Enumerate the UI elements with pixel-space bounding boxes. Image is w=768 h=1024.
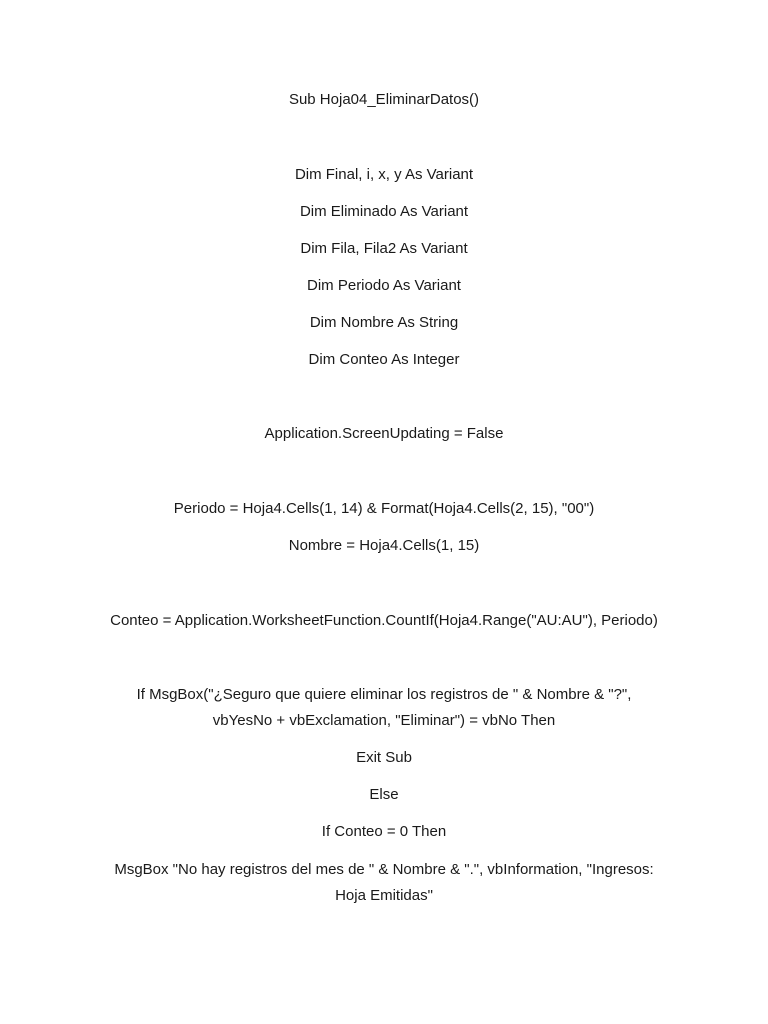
- code-line-periodo-assign: Periodo = Hoja4.Cells(1, 14) & Format(Hoja4.Cells(2, 15), "00"): [173, 500, 595, 517]
- code-line-sub-declaration: Sub Hoja04_EliminarDatos(): [288, 91, 480, 108]
- code-line-else: Else: [369, 786, 399, 803]
- code-line-dim-fila: Dim Fila, Fila2 As Variant: [300, 240, 468, 257]
- code-line-dim-conteo: Dim Conteo As Integer: [308, 351, 460, 368]
- code-line-screen-updating: Application.ScreenUpdating = False: [264, 425, 504, 442]
- code-line-nombre-assign: Nombre = Hoja4.Cells(1, 15): [288, 537, 480, 554]
- code-line-dim-final: Dim Final, i, x, y As Variant: [294, 166, 474, 183]
- code-line-msgbox-confirm: If MsgBox("¿Seguro que quiere eliminar los registros de " & Nombre & "?",: [136, 686, 632, 703]
- code-line-msgbox-confirm-cont: vbYesNo + vbExclamation, "Eliminar") = vbNo Then: [212, 712, 556, 729]
- code-line-exit-sub: Exit Sub: [356, 749, 412, 766]
- code-line-dim-eliminado: Dim Eliminado As Variant: [299, 203, 469, 220]
- code-line-conteo-assign: Conteo = Application.WorksheetFunction.CountIf(Hoja4.Range("AU:AU"), Periodo): [110, 612, 658, 629]
- code-line-dim-nombre: Dim Nombre As String: [309, 314, 459, 331]
- code-line-msgbox-info-cont: Hoja Emitidas": [335, 887, 433, 904]
- code-line-dim-periodo: Dim Periodo As Variant: [307, 277, 461, 294]
- code-line-msgbox-info: MsgBox "No hay registros del mes de " & Nombre & ".", vbInformation, "Ingresos:: [114, 861, 654, 878]
- code-line-if-conteo: If Conteo = 0 Then: [321, 823, 447, 840]
